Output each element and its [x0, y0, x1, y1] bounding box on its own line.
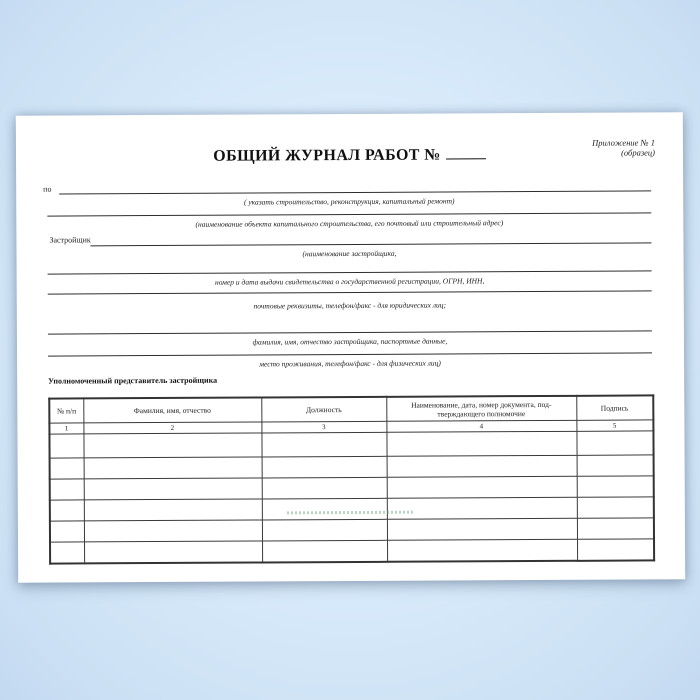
- caption-residence: место проживания, телефон/факс - для физических лиц): [259, 358, 441, 369]
- po-label: по: [43, 184, 52, 194]
- caption-object-name: (наименование объекта капитального строительства, его почтовый или строительный адрес): [195, 218, 504, 229]
- developer-fill-line: [90, 242, 651, 246]
- col-header-position: Должность: [261, 397, 386, 422]
- form-title: [16, 145, 683, 166]
- column-index-1: 1: [49, 423, 83, 434]
- col-header-full-name: Фамилия, имя, отчество: [83, 397, 261, 422]
- postal-fill-line: [48, 290, 652, 294]
- column-index-4: 4: [386, 420, 576, 432]
- residence-fill-line: [48, 352, 652, 356]
- col-header-signature: Подпись: [576, 395, 653, 420]
- table-header-row: [49, 395, 653, 423]
- form-title-text: ОБЩИЙ ЖУРНАЛ РАБОТ №: [213, 146, 441, 165]
- column-index-5: 5: [576, 420, 653, 431]
- column-index-2: 2: [83, 422, 261, 434]
- paper-sheet: [16, 112, 685, 582]
- table-row: [49, 431, 653, 458]
- title-number-blank: [446, 147, 486, 159]
- representatives-section-header: Уполномоченный представитель застройщика: [48, 375, 218, 386]
- appendix-note-line1: Приложение № 1: [592, 137, 655, 148]
- caption-construction-type: ( указать строительство, реконструкция, капитальный ремонт): [243, 196, 455, 207]
- column-index-3: 3: [261, 421, 386, 433]
- col-header-number: № п/п: [49, 398, 83, 423]
- table-row: [50, 539, 654, 564]
- object-fill-line: [47, 212, 651, 216]
- registration-fill-line: [48, 270, 652, 274]
- caption-registration: номер и дата выдачи свидетельства о государственной регистрации, ОГРН, ИНН,: [214, 276, 485, 287]
- appendix-note-line2: (образец): [621, 147, 656, 158]
- passport-fill-line: [48, 330, 652, 334]
- po-fill-line: [59, 190, 651, 194]
- developer-label: Застройщик: [49, 235, 91, 245]
- col-header-authority-document: Наименование, дата, номер документа, под- тверждающего полномочие: [386, 396, 576, 421]
- caption-developer-name: (наименование застройщика,: [302, 248, 397, 259]
- caption-passport-data: фамилия, имя, отчество застройщика, паспортные данные,: [252, 336, 448, 347]
- representatives-table: [48, 394, 655, 564]
- caption-postal-requisites: почтовые реквизиты, телефон/факс - для юридических лиц;: [253, 300, 447, 311]
